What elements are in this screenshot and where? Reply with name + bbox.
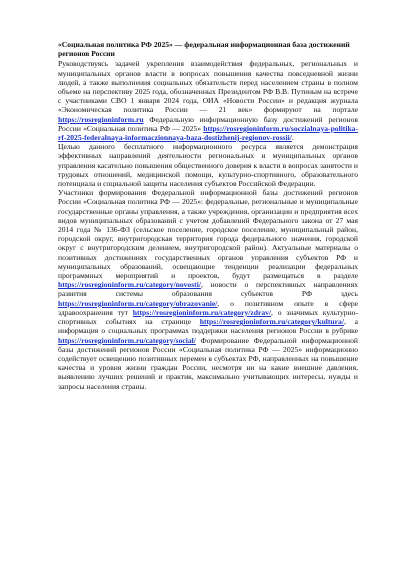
social-category-link[interactable]: https://rosregioninform.ru/category/social/ bbox=[58, 335, 196, 345]
paragraph-text: , о значимых культурно-спортивных событиях на странице bbox=[58, 307, 358, 327]
paragraph-text: , а информация о социальных программах поддержки населения регионов России в рубрике bbox=[58, 317, 359, 336]
paragraph-goal: Целью данного бесплатного информационного ресурса является демонстрация эффективных направлений деятельности региональных и муниципальных органов управления касательно повышения общественного доверия к власти в вопросах занятости и трудовых отношений, медицинской помощи, культурно-спортивного, образовательного потенциала и социальной защиты населения субъектов Российской Федерации. bbox=[58, 142, 358, 189]
paragraph-text: Формирование Федеральной информационной базы достижений регионов России «Социальная политика РФ — 2025» информационно содействует освещению позитивных перемен в субъектах РФ, направленных на повышение качества и уровня жизни граждан России, несмотря ни на какие внешние давления, выявлению лучших решений и практик, максимально учитывающих интересы, нужды и запросы населения страны. bbox=[58, 335, 358, 391]
paragraph-text: , о позитивном опыте в сфере здравоохранения тут bbox=[58, 298, 358, 317]
health-category-link[interactable]: https://rosregioninform.ru/category/zdrav/ bbox=[132, 307, 272, 317]
paragraph-participants bbox=[58, 188, 358, 390]
database-link[interactable]: https://rosregioninform.ru/soczialnaya-politika-rf-2025-federalnaya-informaczionnaya-baza-dostizhenij-regionov-rossii/ bbox=[58, 123, 358, 143]
education-category-link[interactable]: https://rosregioninform.ru/category/obrazovanie/ bbox=[58, 298, 218, 308]
paragraph-text: Федеральную информационную базу достижений регионов России «Социальная политика РФ — 2025» bbox=[58, 114, 358, 133]
document-title: «Социальная политика РФ 2025» — федеральная информационная база достижений регионов России bbox=[58, 40, 350, 59]
paragraph-intro bbox=[58, 59, 358, 142]
news-category-link[interactable]: https://rosregioninform.ru/category/novosti/ bbox=[58, 280, 201, 290]
paragraph-text: , новости о перспективных направлениях развития системы образования субъектов РФ здесь bbox=[58, 280, 358, 299]
document-page bbox=[58, 40, 358, 391]
portal-link[interactable]: https://rosregioninform.ru bbox=[58, 114, 144, 124]
culture-category-link[interactable]: https://rosregioninform.ru/category/kultura/ bbox=[199, 317, 344, 327]
paragraph-text: . bbox=[291, 133, 294, 143]
paragraph-text: Участники формирования Федеральной информационной базы достижений регионов России «Социальная политика РФ — 2025»: федеральные, региональные и муниципальные государственные органы управления, а также учреждения, организации и предприятия всех видов муниципальных образований с учетом добавлений Федерального закона от 27 мая 2014 года № 136-ФЗ (сельское поселение, городское поселение, муниципальный район, городской округ, внутригородская территория города федерального значения, городской округ с внутригородским делением, внутригородской район). Актуальные материалы о позитивных достижениях государственных органов управления субъектов РФ и муниципальных образований, освещающие тенденции реализации федеральных программных мероприятий и проектов, будут размещаться в разделе bbox=[58, 188, 358, 281]
paragraph-text: Руководствуясь задачей укрепления взаимодействия федеральных, региональных и муниципальных органов власти в вопросах повышения качества повседневной жизни людей, а также выполнения социальных обязательств перед населением страны в полном объеме на перспективу 2025 года, обозначенных Президентом РФ В.В. Путиным на встрече с участниками СВО 1 января 2024 года, ОИА «Новости России» и редакция журнала «Экономическая политика России — 21 век» формируют на портале bbox=[58, 59, 358, 115]
